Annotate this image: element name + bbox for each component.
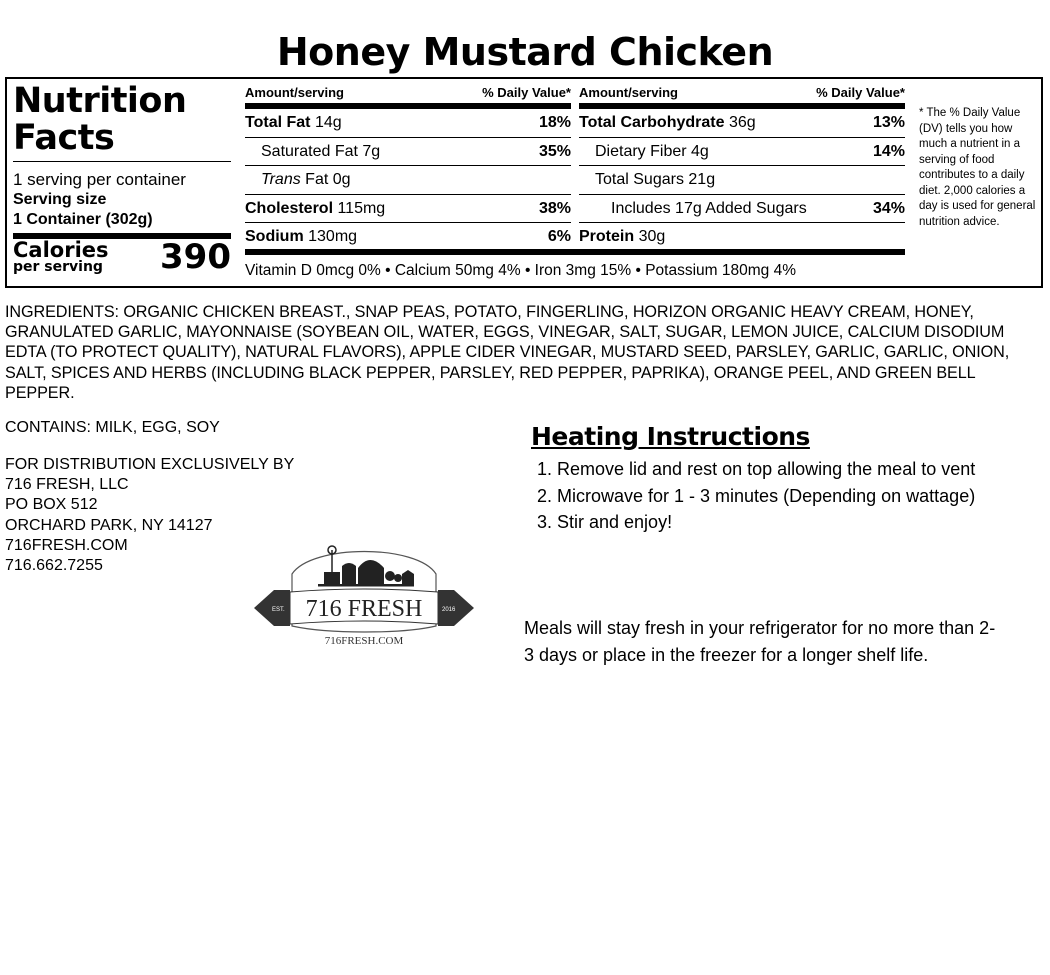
distributor-name: 716 FRESH, LLC: [5, 476, 129, 494]
nutrient-row-sodium: [245, 223, 571, 252]
dv-header: % Daily Value*: [816, 85, 905, 100]
nutrient-amount: 130mg: [308, 228, 358, 245]
logo-est-right: 2016: [442, 607, 456, 613]
nutrient-amount: Fat 0g: [305, 171, 351, 188]
serving-size-text: 1 Container (302g): [13, 211, 153, 228]
serving-size-label: Serving size: [13, 191, 107, 208]
amount-header: Amount/serving: [579, 85, 678, 100]
nutrient-dv: 6%: [547, 228, 571, 245]
step-text: Remove lid and rest on top allowing the meal to vent: [557, 459, 976, 479]
servings-per-container: 1 serving per container: [13, 170, 186, 189]
nutrient-row-trans-fat: [245, 166, 571, 195]
step-text: Microwave for 1 - 3 minutes (Depending on wattage): [557, 485, 976, 506]
allergen-statement: CONTAINS: MILK, EGG, SOY: [5, 419, 220, 436]
step-number: 2.: [537, 485, 553, 506]
nutrient-name: Protein: [579, 228, 635, 245]
nutrient-row-added-sugars: [579, 195, 905, 224]
nutrition-heading: [13, 83, 231, 157]
heating-instructions-title: Heating Instructions: [531, 422, 810, 451]
heating-steps: [537, 456, 987, 536]
nutrient-row-protein: [579, 223, 905, 252]
nutrient-amount: 4g: [691, 142, 709, 160]
nutrient-row-total-fat: [245, 109, 571, 138]
distributor-po-box: PO BOX 512: [5, 496, 98, 514]
nutrient-amount: 36g: [728, 114, 756, 131]
distributor-line: FOR DISTRIBUTION EXCLUSIVELY BY: [5, 456, 295, 473]
nutrient-dv: 35%: [538, 142, 571, 160]
list-item: [537, 483, 987, 510]
nutrition-facts-panel: [5, 77, 1043, 288]
distributor-phone: 716.662.7255: [5, 557, 103, 575]
nutrient-dv: 13%: [872, 114, 905, 131]
nutrition-heading-line1: Nutrition: [13, 81, 187, 121]
nutrient-column-right: [579, 85, 905, 252]
nutrient-name: Cholesterol: [245, 199, 334, 217]
step-number: 1.: [537, 459, 553, 479]
nutrient-row-cholesterol: [245, 195, 571, 224]
nutrient-name: Trans: [261, 171, 301, 188]
serving-size-value: [13, 210, 231, 230]
logo-est-left: EST.: [272, 607, 285, 613]
list-item: [537, 456, 987, 483]
nutrient-amount: 115mg: [337, 199, 386, 217]
nutrient-name: Saturated Fat: [261, 142, 358, 160]
step-number: 3.: [537, 512, 553, 532]
column-header: [579, 85, 905, 101]
calories-label: Calories: [13, 238, 109, 262]
calories-sub-label: per serving: [13, 259, 103, 275]
column-header: [245, 85, 571, 101]
daily-value-footnote: * The % Daily Value (DV) tells you how much a nutrient in a serving of food contributes to a daily diet. 2,000 calories a day is used for general nutrition advice.: [919, 107, 1036, 228]
nutrition-header: [13, 81, 231, 277]
calories-row: [13, 237, 231, 277]
nutrient-amount: 21g: [688, 171, 716, 188]
brand-logo: [252, 538, 476, 652]
distributor-website: 716FRESH.COM: [5, 536, 128, 554]
nutrient-dv: 38%: [538, 199, 571, 217]
vitamins-minerals: Vitamin D 0mcg 0% • Calcium 50mg 4% • Iron 3mg 15% • Potassium 180mg 4%: [245, 262, 796, 279]
list-item: [537, 509, 987, 536]
nutrient-amount: 14g: [314, 114, 342, 131]
nutrient-name: Includes 17g Added Sugars: [611, 199, 807, 217]
nutrient-row-total-carbohydrate: [579, 109, 905, 138]
divider: [13, 161, 231, 162]
nutrient-column-left: [245, 85, 571, 252]
nutrient-name: Total Carbohydrate: [579, 114, 725, 131]
product-title: Honey Mustard Chicken: [276, 30, 774, 74]
ingredients-list: INGREDIENTS: ORGANIC CHICKEN BREAST., SNAP PEAS, POTATO, FINGERLING, HORIZON ORGANIC HEAVY CREAM, HONEY, GRANULATED GARLIC, MAYONNAISE (SOYBEAN OIL, WATER, EGGS, VINEGAR, SALT, SUGAR, LEMON JUICE, CALCIUM DISODIUM EDTA (TO PROTECT QUALITY), NATURAL FLAVORS), APPLE CIDER VINEGAR, MUSTARD SEED, PARSLEY, GARLIC, GARLIC, ONION, SALT, SPICES AND HERBS (INCLUDING BLACK PEPPER, PARSLEY, RED PEPPER, PAPRIKA), ORANGE PEEL, AND GREEN BELL PEPPER.: [5, 303, 1010, 402]
logo-url: 716FRESH.COM: [324, 635, 404, 647]
distributor-city: ORCHARD PARK, NY 14127: [5, 516, 213, 534]
storage-note: Meals will stay fresh in your refrigerator for no more than 2-3 days or place in the freezer for a longer shelf life.: [524, 618, 996, 665]
nutrient-amount: 30g: [638, 228, 666, 245]
calories-value: 390: [160, 237, 231, 277]
nutrient-dv: 14%: [872, 142, 905, 160]
nutrient-row-dietary-fiber: [579, 138, 905, 167]
nutrient-row-saturated-fat: [245, 138, 571, 167]
nutrient-name: Dietary Fiber: [595, 142, 687, 160]
nutrition-heading-line2: Facts: [13, 118, 115, 158]
amount-header: Amount/serving: [245, 85, 344, 100]
divider-thick: [245, 249, 905, 255]
nutrient-name: Sodium: [245, 228, 304, 245]
step-text: Stir and enjoy!: [557, 512, 673, 532]
nutrient-name: Total Fat: [245, 114, 311, 131]
distributor-info: [5, 455, 294, 576]
nutrient-dv: 34%: [872, 199, 905, 217]
nutrient-row-total-sugars: [579, 166, 905, 195]
nutrient-amount: 7g: [362, 142, 381, 160]
logo-brand-name: 716 FRESH: [305, 596, 423, 622]
nutrient-dv: 18%: [538, 114, 571, 131]
dv-header: % Daily Value*: [482, 85, 571, 100]
nutrient-name: Total Sugars: [595, 171, 684, 188]
